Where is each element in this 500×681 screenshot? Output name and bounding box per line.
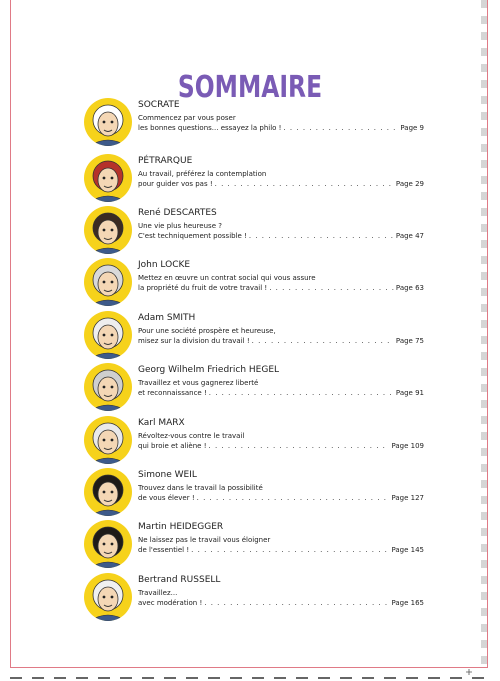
philosopher-name: Adam SMITH bbox=[138, 313, 196, 323]
toc-row bbox=[138, 179, 424, 189]
toc-row bbox=[138, 441, 424, 451]
entry-description-line: avec modération ! bbox=[138, 599, 203, 607]
dot-leader bbox=[283, 123, 398, 133]
philosopher-name: John LOCKE bbox=[138, 260, 191, 270]
dot-leader bbox=[191, 545, 389, 555]
entry-description-line: Mettez en œuvre un contrat social qui vous assure bbox=[138, 274, 316, 282]
toc-entry[interactable] bbox=[84, 311, 424, 361]
entry-description-line: Travaillez... bbox=[138, 589, 178, 597]
toc-entry-text bbox=[138, 258, 424, 293]
dot-leader bbox=[269, 283, 394, 293]
toc-entry-text bbox=[138, 206, 424, 241]
entry-description-line: Commencez par vous poser bbox=[138, 114, 236, 122]
toc-row bbox=[138, 123, 424, 133]
toc-entry[interactable] bbox=[84, 468, 424, 518]
smith-portrait-icon bbox=[84, 311, 132, 359]
toc-row bbox=[138, 283, 424, 293]
entry-description-line: les bonnes questions... essayez la philo ! bbox=[138, 124, 282, 132]
dot-leader bbox=[209, 388, 394, 398]
page-number: Page 127 bbox=[391, 494, 424, 502]
toc-row bbox=[138, 336, 424, 346]
philosopher-name: Georg Wilhelm Friedrich HEGEL bbox=[138, 365, 280, 375]
philosopher-name: René DESCARTES bbox=[138, 208, 217, 218]
philosopher-name: Simone WEIL bbox=[138, 470, 197, 480]
hegel-portrait-icon bbox=[84, 363, 132, 411]
heidegger-portrait-icon bbox=[84, 520, 132, 568]
entry-description-line: Au travail, préférez la contemplation bbox=[138, 170, 267, 178]
entry-description-line: pour guider vos pas ! bbox=[138, 180, 213, 188]
entry-description-line: Une vie plus heureuse ? bbox=[138, 222, 222, 230]
toc-entry[interactable] bbox=[84, 98, 424, 148]
toc-row bbox=[138, 388, 424, 398]
philosopher-name: Martin HEIDEGGER bbox=[138, 522, 224, 532]
entry-description-line: C'est techniquement possible ! bbox=[138, 232, 247, 240]
entry-description-line: Pour une société prospère et heureuse, bbox=[138, 327, 276, 335]
bottom-dashed-line bbox=[10, 677, 490, 679]
toc-entry[interactable] bbox=[84, 363, 424, 413]
socrates-portrait-icon bbox=[84, 98, 132, 146]
page-number: Page 165 bbox=[391, 599, 424, 607]
entry-description-line: Trouvez dans le travail la possibilité bbox=[138, 484, 263, 492]
page-number: Page 91 bbox=[395, 389, 424, 397]
entry-description-line: Ne laissez pas le travail vous éloigner bbox=[138, 536, 271, 544]
marx-portrait-icon bbox=[84, 416, 132, 464]
toc-entry-text bbox=[138, 520, 424, 555]
dot-leader bbox=[197, 493, 390, 503]
page-number: Page 75 bbox=[395, 337, 424, 345]
toc-entry[interactable] bbox=[84, 416, 424, 466]
entry-description-line: Révoltez-vous contre le travail bbox=[138, 432, 245, 440]
toc-entry-text bbox=[138, 416, 424, 451]
toc-entry-text bbox=[138, 573, 424, 608]
page-title: SOMMAIRE bbox=[177, 70, 323, 105]
entry-description-line: de l'essentiel ! bbox=[138, 546, 190, 554]
toc-entry-text bbox=[138, 468, 424, 503]
toc-row bbox=[138, 598, 424, 608]
philosopher-name: PÉTRARQUE bbox=[138, 156, 193, 166]
page-number: Page 109 bbox=[391, 442, 424, 450]
locke-portrait-icon bbox=[84, 258, 132, 306]
dot-leader bbox=[209, 441, 390, 451]
page-number: Page 145 bbox=[391, 546, 424, 554]
toc-entry[interactable] bbox=[84, 154, 424, 204]
toc-row bbox=[138, 231, 424, 241]
dot-leader bbox=[204, 598, 389, 608]
entry-description-line: la propriété du fruit de votre travail ! bbox=[138, 284, 268, 292]
toc-entry[interactable] bbox=[84, 573, 424, 623]
entry-description-line: qui broie et aliène ! bbox=[138, 442, 207, 450]
page-number: Page 47 bbox=[395, 232, 424, 240]
dot-leader bbox=[252, 336, 394, 346]
entry-description-line: misez sur la division du travail ! bbox=[138, 337, 250, 345]
toc-entry-text bbox=[138, 311, 424, 346]
entry-description-line: de vous élever ! bbox=[138, 494, 195, 502]
descartes-portrait-icon bbox=[84, 206, 132, 254]
crop-mark-icon bbox=[466, 669, 472, 675]
russell-portrait-icon bbox=[84, 573, 132, 621]
side-tick-marks bbox=[481, 0, 487, 668]
dot-leader bbox=[249, 231, 394, 241]
toc-row bbox=[138, 545, 424, 555]
toc-row bbox=[138, 493, 424, 503]
toc-entry[interactable] bbox=[84, 206, 424, 256]
philosopher-name: Karl MARX bbox=[138, 418, 185, 428]
page-number: Page 63 bbox=[395, 284, 424, 292]
philosopher-name: SOCRATE bbox=[138, 100, 180, 110]
dot-leader bbox=[215, 179, 394, 189]
page-number: Page 9 bbox=[400, 124, 424, 132]
toc-entry-text bbox=[138, 363, 424, 398]
toc-entry[interactable] bbox=[84, 520, 424, 570]
page-number: Page 29 bbox=[395, 180, 424, 188]
weil-portrait-icon bbox=[84, 468, 132, 516]
entry-description-line: Travaillez et vous gagnerez liberté bbox=[138, 379, 259, 387]
toc-entry-text bbox=[138, 154, 424, 189]
entry-description-line: et reconnaissance ! bbox=[138, 389, 207, 397]
toc-entry-text bbox=[138, 98, 424, 133]
toc-entry[interactable] bbox=[84, 258, 424, 308]
petrarch-portrait-icon bbox=[84, 154, 132, 202]
philosopher-name: Bertrand RUSSELL bbox=[138, 575, 221, 585]
